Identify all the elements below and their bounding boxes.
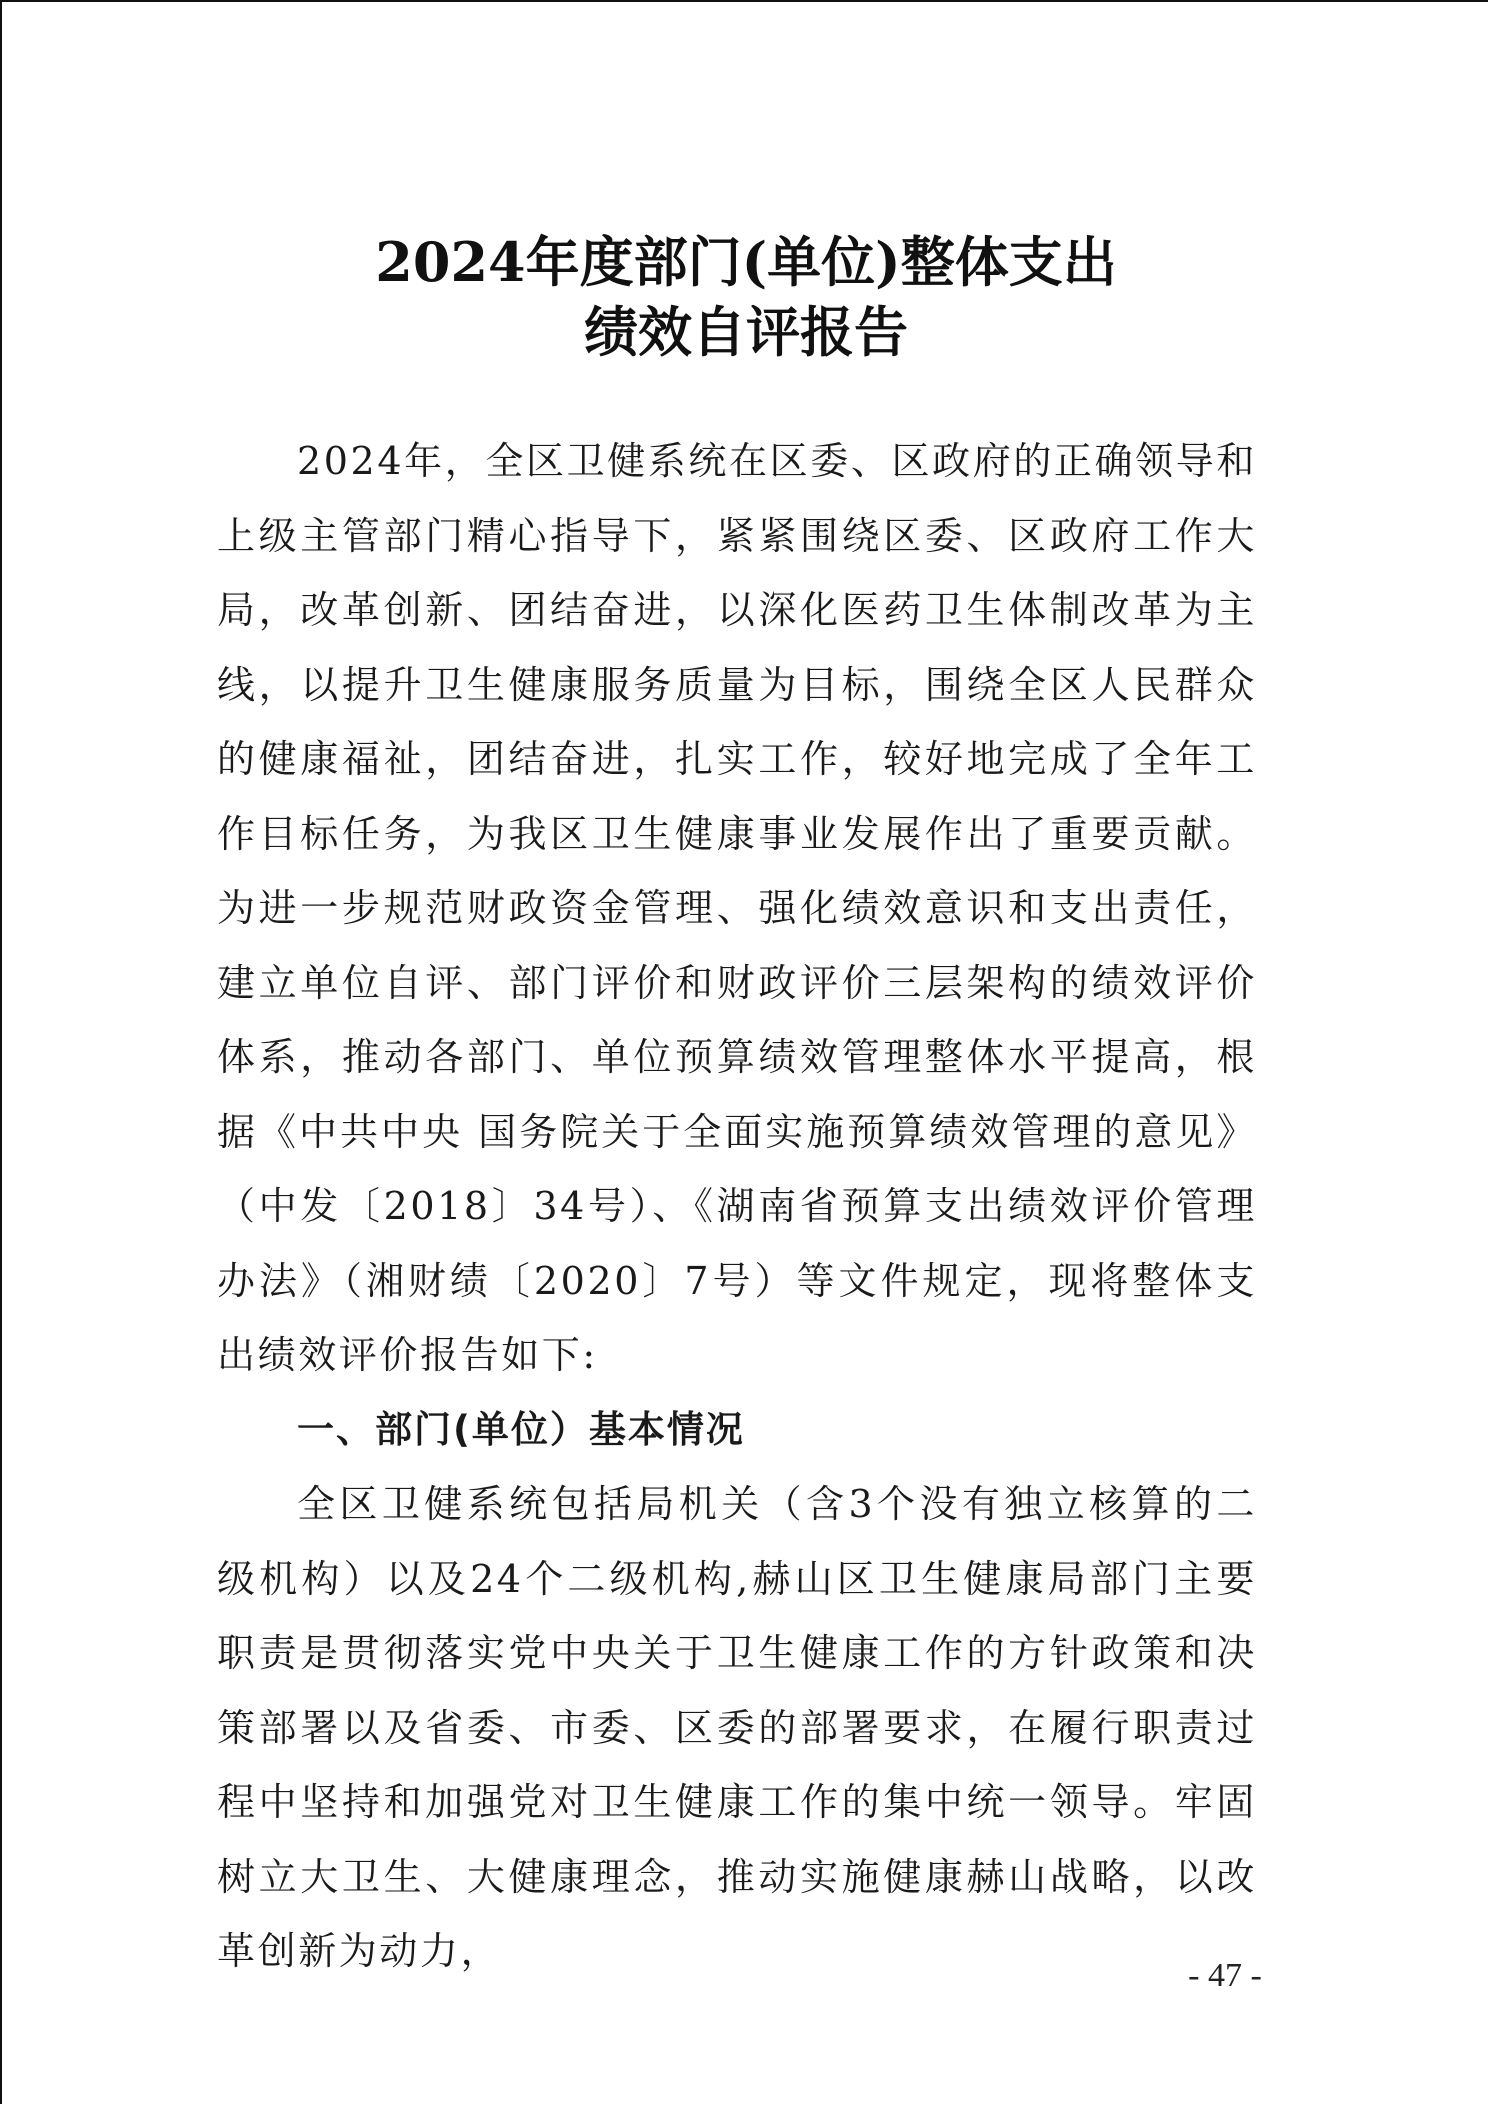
document-title-line-2: 绩效自评报告: [584, 300, 908, 364]
intro-paragraph: 2024年，全区卫健系统在区委、区政府的正确领导和上级主管部门精心指导下，紧紧围绕区委、区政府工作大局，改革创新、团结奋进，以深化医药卫生体制改革为主线，以提升卫生健康服务质量为目标，围绕全区人民群众的健康福祉，团结奋进，扎实工作，较好地完成了全年工作目标任务，为我区卫生健康事业发展作出了重要贡献。为进一步规范财政资金管理、强化绩效意识和支出责任，建立单位自评、部门评价和财政评价三层架构的绩效评价体系，推动各部门、单位预算绩效管理整体水平提高，根据《中共中央 国务院关于全面实施预算绩效管理的意见》（中发〔2018〕34号）、《湖南省预算支出绩效评价管理办法》（湘财绩〔2020〕7号）等文件规定，现将整体支出绩效评价报告如下:: [217, 439, 1257, 1377]
basic-info-paragraph: 全区卫健系统包括局机关（含3个没有独立核算的二级机构）以及24个二级机构,赫山区卫生健康局部门主要职责是贯彻落实党中央关于卫生健康工作的方针政策和决策部署以及省委、市委、区委的部署要求，在履行职责过程中坚持和加强党对卫生健康工作的集中统一领导。牢固树立大卫生、大健康理念，推动实施健康赫山战略，以改革创新为动力，: [217, 1482, 1257, 1973]
page-number: - 47 -: [1188, 1957, 1262, 1994]
document-title-line-1: 2024年度部门(单位)整体支出: [375, 230, 1117, 294]
document-body: [217, 424, 1257, 1989]
section-heading-basic-info: 一、部门(单位）基本情况: [297, 1407, 745, 1451]
